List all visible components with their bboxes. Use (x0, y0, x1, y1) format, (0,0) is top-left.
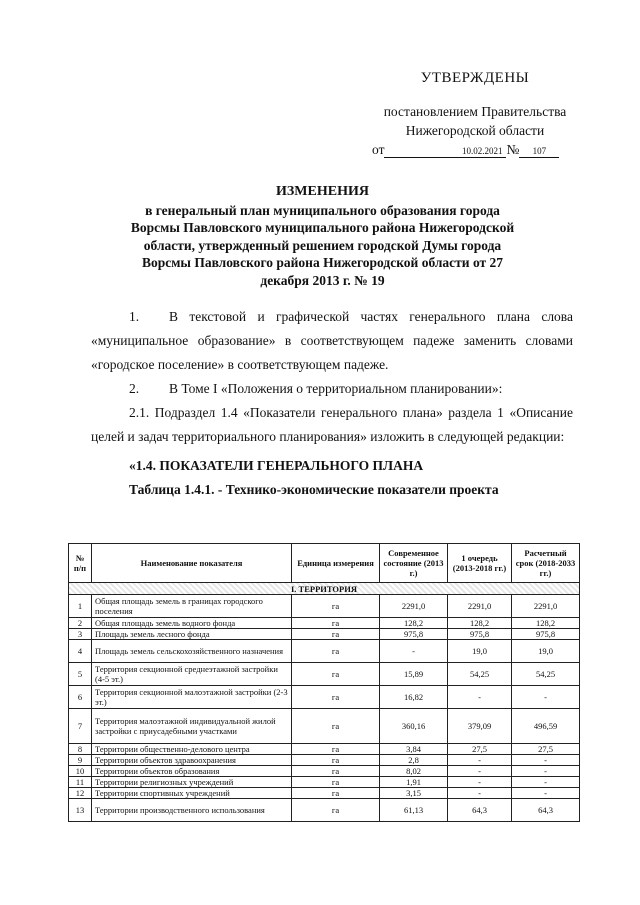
approval-date: 10.02.2021 (384, 145, 506, 158)
table-row (69, 777, 580, 788)
cell-current: 16,82 (380, 686, 448, 709)
cell-num: 10 (69, 766, 92, 777)
table-row (69, 595, 580, 618)
table-row (69, 663, 580, 686)
cell-unit: га (292, 766, 380, 777)
cell-target: 128,2 (512, 618, 580, 629)
approval-title: УТВЕРЖДЕНЫ (420, 70, 530, 86)
item-number: 1. (129, 309, 140, 324)
cell-unit: га (292, 799, 380, 822)
table-row (69, 686, 580, 709)
header-num: № п/п (69, 544, 92, 583)
cell-num: 8 (69, 744, 92, 755)
indicators-table (68, 543, 580, 822)
cell-name: Территории общественно-делового центра (92, 744, 292, 755)
table-row (69, 788, 580, 799)
paragraph-item-2 (91, 377, 573, 401)
header-name: Наименование показателя (92, 544, 292, 583)
item-number: 2. (129, 381, 140, 396)
approval-date-line (360, 140, 590, 159)
table-row (69, 766, 580, 777)
table-heading: Таблица 1.4.1. - Технико-экономические показатели проекта (129, 482, 499, 497)
cell-stage1: 19,0 (448, 640, 512, 663)
cell-num: 2 (69, 618, 92, 629)
cell-unit: га (292, 595, 380, 618)
cell-name: Территория секционной среднеэтажной застройки (4-5 эт.) (92, 663, 292, 686)
cell-current: 2291,0 (380, 595, 448, 618)
cell-name: Общая площадь земель в границах городского поселения (92, 595, 292, 618)
document-body (91, 305, 573, 502)
cell-unit: га (292, 663, 380, 686)
cell-current: 15,89 (380, 663, 448, 686)
cell-target: 975,8 (512, 629, 580, 640)
cell-num: 6 (69, 686, 92, 709)
cell-current: - (380, 640, 448, 663)
cell-unit: га (292, 618, 380, 629)
approval-line-1: постановлением Правительства (383, 104, 567, 119)
from-label: от (372, 142, 385, 157)
header-unit: Единица измерения (292, 544, 380, 583)
cell-stage1: 379,09 (448, 709, 512, 744)
heading-line: декабря 2013 г. № 19 (260, 272, 385, 288)
table-row (69, 709, 580, 744)
cell-stage1: - (448, 777, 512, 788)
cell-unit: га (292, 640, 380, 663)
cell-current: 128,2 (380, 618, 448, 629)
cell-target: - (512, 788, 580, 799)
cell-name: Площадь земель лесного фонда (92, 629, 292, 640)
cell-target: - (512, 777, 580, 788)
cell-num: 5 (69, 663, 92, 686)
paragraph-item-1 (91, 305, 573, 377)
table-row (69, 799, 580, 822)
cell-unit: га (292, 629, 380, 640)
cell-stage1: - (448, 766, 512, 777)
cell-current: 3,15 (380, 788, 448, 799)
cell-name: Территории объектов образования (92, 766, 292, 777)
cell-target: 27,5 (512, 744, 580, 755)
document-heading (95, 183, 550, 289)
cell-current: 8,02 (380, 766, 448, 777)
cell-target: - (512, 755, 580, 766)
cell-stage1: 64,3 (448, 799, 512, 822)
cell-num: 13 (69, 799, 92, 822)
cell-target: 54,25 (512, 663, 580, 686)
heading-line: в генеральный план муниципального образования города (145, 202, 500, 218)
table-row (69, 755, 580, 766)
approval-line-2: Нижегородской области (405, 123, 545, 138)
heading-line: Ворсмы Павловского муниципального района Нижегородской (130, 220, 515, 235)
heading-line: области, утвержденный решением городской Думы города (143, 237, 502, 253)
cell-name: Территории производственного использования (92, 799, 292, 822)
item-text: В текстовой и графической частях генерального плана слова «муниципальное образование» в соответствующем падеже заменить словами «городское поселение» в соответствующем падеже. (91, 309, 573, 372)
cell-name: Территории религиозных учреждений (92, 777, 292, 788)
table-header-row (69, 544, 580, 583)
cell-unit: га (292, 755, 380, 766)
table-row (69, 744, 580, 755)
cell-stage1: 54,25 (448, 663, 512, 686)
cell-stage1: 128,2 (448, 618, 512, 629)
cell-unit: га (292, 709, 380, 744)
cell-name: Территория малоэтажной индивидуальной жилой застройки с приусадебными участками (92, 709, 292, 744)
section-title: I. ТЕРРИТОРИЯ (69, 583, 580, 595)
paragraph-item-2-1: 2.1. Подраздел 1.4 «Показатели генерального плана» раздела 1 «Описание целей и задач территориального планирования» изложить в следующей редакции: (91, 405, 573, 444)
cell-name: Общая площадь земель водного фонда (92, 618, 292, 629)
cell-current: 360,16 (380, 709, 448, 744)
cell-unit: га (292, 777, 380, 788)
cell-target: - (512, 686, 580, 709)
table-row (69, 618, 580, 629)
cell-current: 3,84 (380, 744, 448, 755)
cell-stage1: - (448, 788, 512, 799)
cell-name: Территории спортивных учреждений (92, 788, 292, 799)
cell-current: 61,13 (380, 799, 448, 822)
cell-name: Территория секционной малоэтажной застройки (2-3 эт.) (92, 686, 292, 709)
cell-num: 4 (69, 640, 92, 663)
cell-num: 12 (69, 788, 92, 799)
cell-stage1: 27,5 (448, 744, 512, 755)
approval-block (360, 68, 590, 159)
cell-target: 19,0 (512, 640, 580, 663)
header-target: Расчетный срок (2018-2033 гг.) (512, 544, 580, 583)
cell-current: 1,91 (380, 777, 448, 788)
cell-num: 11 (69, 777, 92, 788)
cell-name: Территории объектов здравоохранения (92, 755, 292, 766)
header-current: Современное состояние (2013 г.) (380, 544, 448, 583)
cell-stage1: - (448, 686, 512, 709)
cell-stage1: 2291,0 (448, 595, 512, 618)
heading-title: ИЗМЕНЕНИЯ (276, 184, 369, 199)
cell-num: 1 (69, 595, 92, 618)
cell-stage1: - (448, 755, 512, 766)
table-row (69, 629, 580, 640)
cell-target: - (512, 766, 580, 777)
cell-name: Площадь земель сельскохозяйственного назначения (92, 640, 292, 663)
cell-stage1: 975,8 (448, 629, 512, 640)
cell-current: 2,8 (380, 755, 448, 766)
cell-current: 975,8 (380, 629, 448, 640)
cell-num: 7 (69, 709, 92, 744)
approval-number: 107 (519, 145, 559, 158)
cell-unit: га (292, 686, 380, 709)
cell-target: 64,3 (512, 799, 580, 822)
header-stage1: 1 очередь (2013-2018 гг.) (448, 544, 512, 583)
section-row (69, 583, 580, 595)
cell-unit: га (292, 788, 380, 799)
cell-target: 2291,0 (512, 595, 580, 618)
section-heading: «1.4. ПОКАЗАТЕЛИ ГЕНЕРАЛЬНОГО ПЛАНА (129, 458, 424, 473)
number-label: № (506, 142, 520, 157)
cell-num: 3 (69, 629, 92, 640)
cell-target: 496,59 (512, 709, 580, 744)
heading-line: Ворсмы Павловского района Нижегородской области от 27 (141, 255, 504, 270)
cell-unit: га (292, 744, 380, 755)
item-text: В Томе I «Положения о территориальном планировании»: (169, 381, 503, 396)
table-row (69, 640, 580, 663)
cell-num: 9 (69, 755, 92, 766)
